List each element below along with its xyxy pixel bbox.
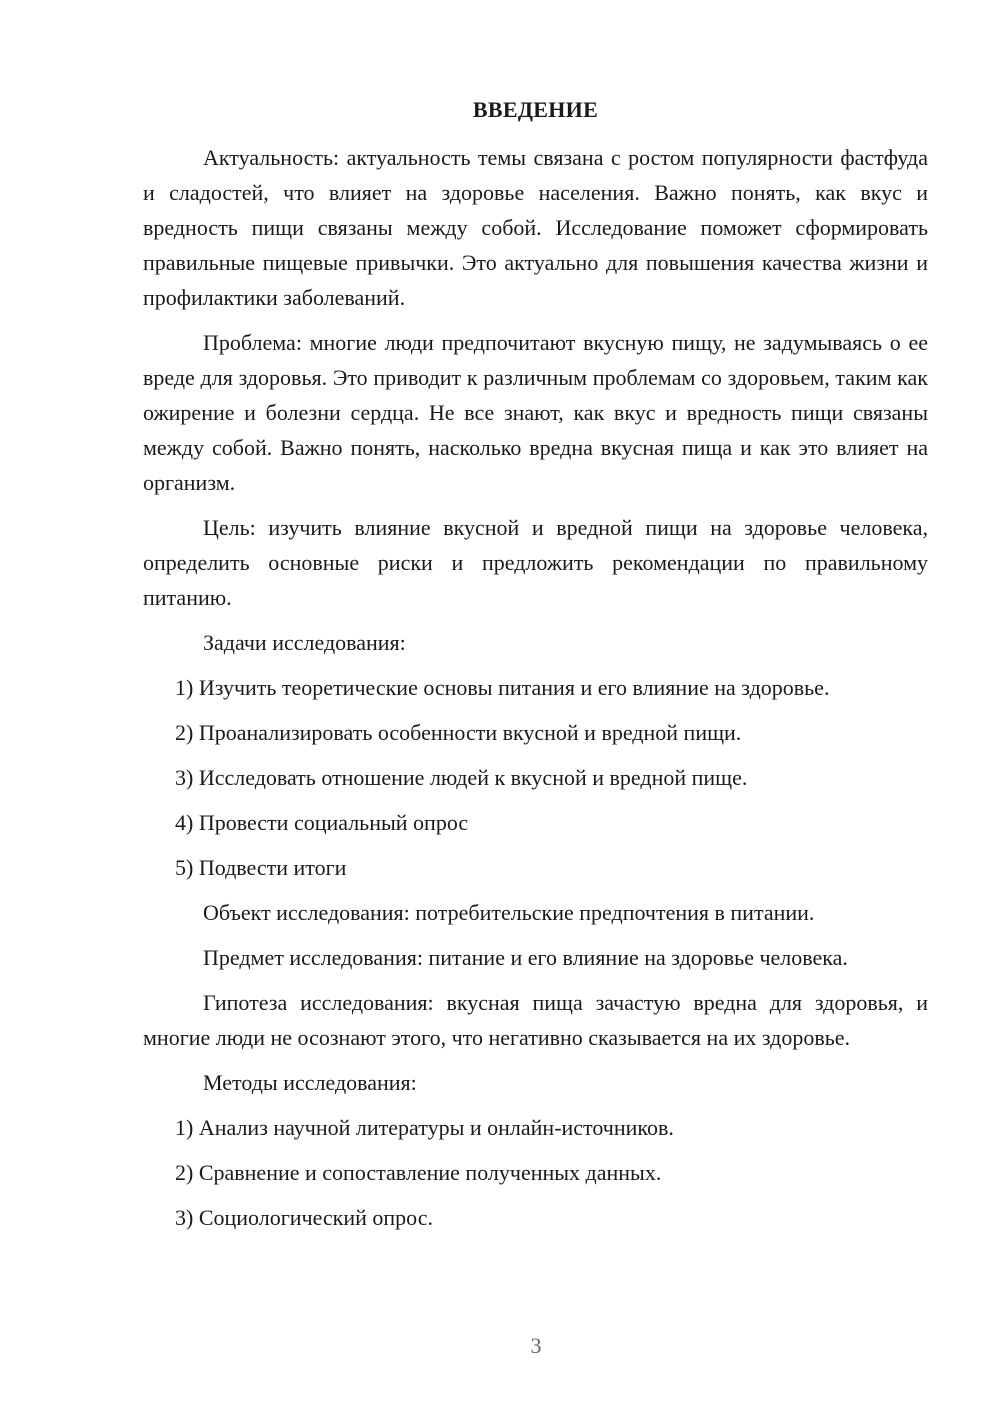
page-title: ВВЕДЕНИЕ: [472, 97, 599, 122]
tasks-heading: Задачи исследования:: [203, 630, 406, 655]
task-item-2: 2) Проанализировать особенности вкусной и вредной пищи.: [175, 720, 742, 745]
method-item-1: 1) Анализ научной литературы и онлайн-источников.: [175, 1115, 674, 1140]
method-item-2: 2) Сравнение и сопоставление полученных данных.: [175, 1160, 662, 1185]
goal-paragraph: Цель: изучить влияние вкусной и вредной пищи на здоровье человека, определить основные риски и предложить рекомендации по правильному питанию.: [143, 515, 928, 610]
hypothesis-paragraph: Гипотеза исследования: вкусная пища зачастую вредна для здоровья, и многие люди не осознают этого, что негативно сказывается на их здоровье.: [143, 990, 928, 1050]
document-page: [143, 92, 928, 1245]
problem-paragraph: Проблема: многие люди предпочитают вкусную пищу, не задумываясь о ее вреде для здоровья. Это приводит к различным проблемам со здоровьем, таким как ожирение и болезни сердца. Не все знают, как вкус и вредность пищи связаны между собой. Важно понять, насколько вредна вкусная пища и как это влияет на организм.: [143, 330, 928, 495]
task-item-5: 5) Подвести итоги: [175, 855, 347, 880]
methods-heading: Методы исследования:: [203, 1070, 417, 1095]
task-item-1: 1) Изучить теоретические основы питания и его влияние на здоровье.: [175, 675, 830, 700]
task-item-4: 4) Провести социальный опрос: [175, 810, 469, 835]
subject-paragraph: Предмет исследования: питание и его влияние на здоровье человека.: [203, 945, 848, 970]
page-number: 3: [530, 1333, 542, 1358]
task-item-3: 3) Исследовать отношение людей к вкусной и вредной пище.: [175, 765, 748, 790]
object-paragraph: Объект исследования: потребительские предпочтения в питании.: [203, 900, 815, 925]
relevance-paragraph: Актуальность: актуальность темы связана с ростом популярности фастфуда и сладостей, что влияет на здоровье населения. Важно понять, как вкус и вредность пищи связаны между собой. Исследование поможет сформировать правильные пищевые привычки. Это актуально для повышения качества жизни и профилактики заболеваний.: [143, 145, 928, 310]
method-item-3: 3) Социологический опрос.: [175, 1205, 433, 1230]
